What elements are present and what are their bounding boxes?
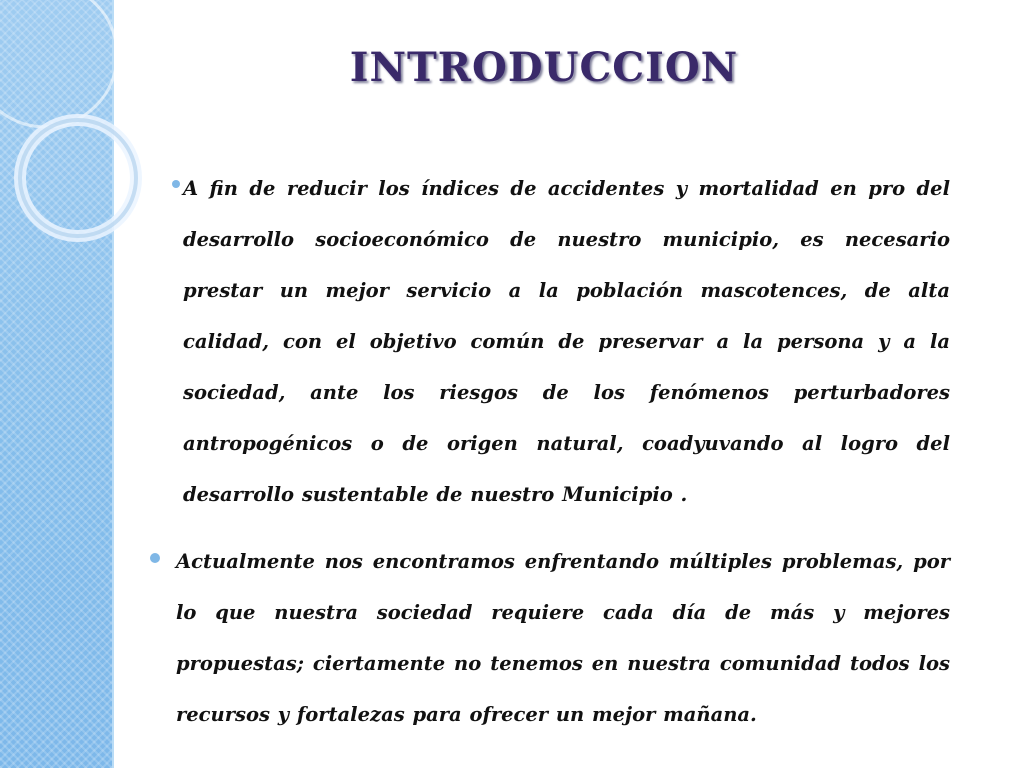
bullet-text: Actualmente nos encontramos enfrentando múltiples problemas, por lo que nuestra sociedad requiere cada día de más y mejores propuestas; ciertamente no tenemos en nuestra comunidad todos los recursos y fortalezas para ofrecer un mejor mañana. <box>176 550 950 726</box>
bullet-item <box>150 536 950 740</box>
slide-title: INTRODUCCION <box>349 44 739 91</box>
decorative-circle-ring-inner <box>20 120 136 236</box>
bullet-icon <box>172 180 180 188</box>
bullet-icon <box>150 553 160 563</box>
bullet-item <box>150 163 950 520</box>
bullet-text: A fin de reducir los índices de accidentes y mortalidad en pro del desarrollo socioeconómico de nuestro municipio, es necesario prestar un mejor servicio a la población mascotences, de alta calidad, con el objetivo común de preservar a la persona y a la sociedad, ante los riesgos de los fenómenos perturbadores antropogénicos o de origen natural, coadyuvando al logro del desarrollo sustentable de nuestro Municipio . <box>183 177 950 506</box>
